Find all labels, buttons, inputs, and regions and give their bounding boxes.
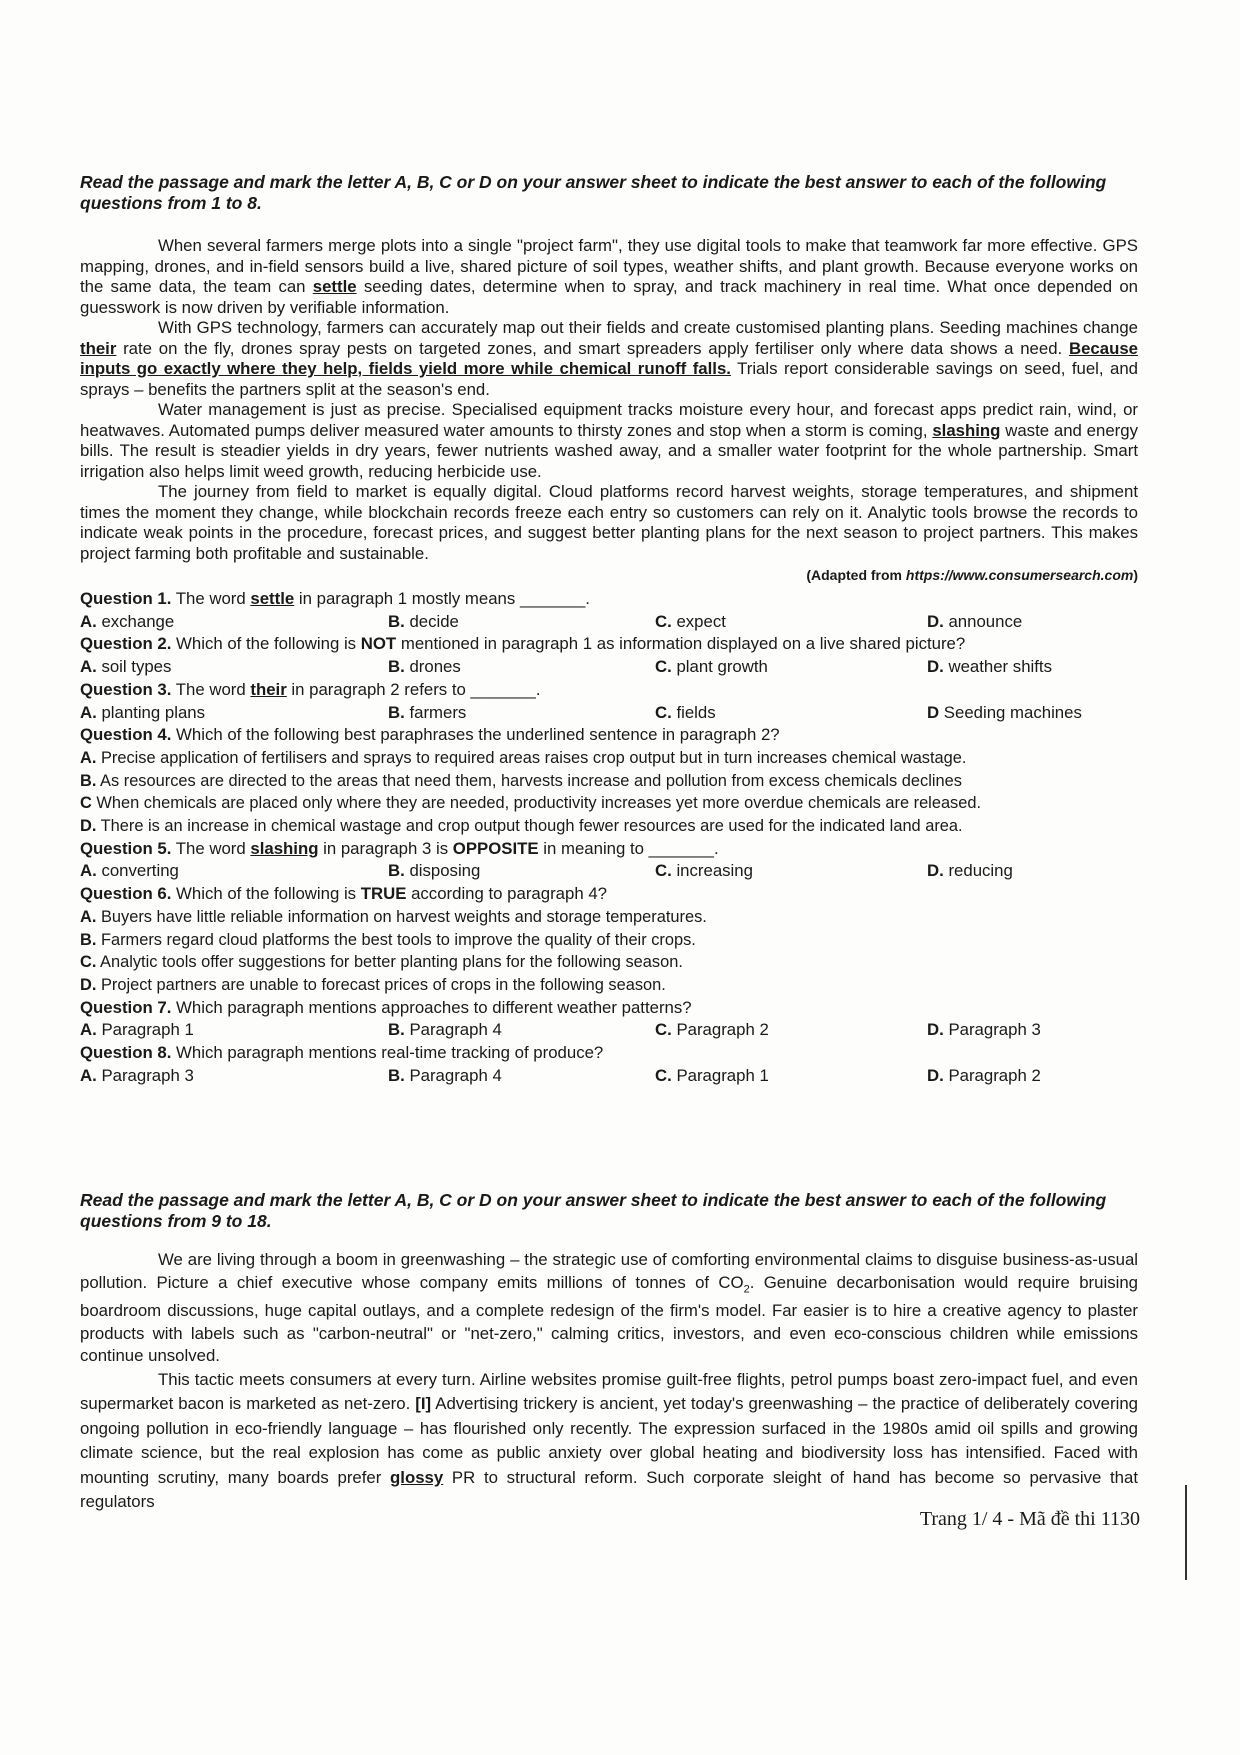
option-a[interactable] bbox=[80, 1065, 388, 1088]
question-8 bbox=[80, 1042, 1138, 1065]
option-text: converting bbox=[96, 861, 179, 881]
option-b[interactable] bbox=[388, 860, 655, 883]
option-text: Analytic tools offer suggestions for better planting plans for the following season. bbox=[96, 953, 683, 972]
option-letter: C. bbox=[80, 953, 97, 972]
option-letter: B. bbox=[388, 861, 405, 881]
option-text: expect bbox=[671, 611, 726, 631]
p2-text-a: With GPS technology, farmers can accurately map out their fields and create customised planting plans. Seeding machines change bbox=[158, 318, 1138, 337]
option-text: plant growth bbox=[671, 657, 768, 677]
option-letter: D. bbox=[927, 1065, 944, 1085]
option-text: farmers bbox=[404, 702, 467, 722]
underlined-sentence: Because inputs go exactly where they help, fields yield more while chemical runoff falls. bbox=[80, 338, 1138, 378]
option-text: Buyers have little reliable information on harvest weights and storage temperatures. bbox=[96, 907, 707, 926]
passage1-paragraph-4: The journey from field to market is equally digital. Cloud platforms record harvest weights, storage temperatures, and shipment times the moment they change, while blockchain records freeze each entry so customers can rely on it. Analytic tools browse the records to indicate weak points in the procedure, forecast prices, and suggest better planting plans for the next season to project partners. This makes project farming both profitable and sustainable. bbox=[80, 482, 1138, 563]
option-c[interactable] bbox=[80, 792, 1138, 815]
passage2-paragraph-1 bbox=[80, 1249, 1138, 1368]
passage2-paragraph-2 bbox=[80, 1368, 1138, 1515]
option-letter: D. bbox=[927, 861, 944, 881]
option-text: Project partners are unable to forecast prices of crops in the following season. bbox=[96, 975, 666, 994]
p1-text-a: When several farmers merge plots into a single "project farm", they use digital tools to make that teamwork far more effective. GPS mapping, drones, and in-field sensors build a live, shared picture of soil types, weather shifts, and plant growth. Because everyone works on the same data, the team can bbox=[80, 236, 1138, 296]
question-label: Question 4. bbox=[80, 725, 172, 745]
section1-instruction: Read the passage and mark the letter A, B, C or D on your answer sheet to indicate the best answer to each of the following questions from 1 to 8. bbox=[80, 172, 1107, 213]
option-text: decide bbox=[404, 611, 459, 631]
question-label: Question 8. bbox=[80, 1043, 172, 1063]
option-text: Paragraph 1 bbox=[96, 1020, 194, 1040]
option-text: Precise application of fertilisers and sprays to required areas raises crop output but in turn increases chemical wastage. bbox=[96, 748, 967, 767]
option-text: reducing bbox=[943, 861, 1013, 881]
p3-text-a: Water management is just as precise. Specialised equipment tracks moisture every hour, and forecast apps predict rain, wind, or heatwaves. Automated pumps deliver measured water amounts to thirsty zones and stop when a storm is coming, bbox=[80, 400, 1138, 440]
question-7-options bbox=[80, 1019, 1138, 1042]
word-settle: settle bbox=[312, 277, 357, 296]
option-text: When chemicals are placed only where they are needed, productivity increases yet more overdue chemicals are released. bbox=[91, 794, 982, 813]
option-letter: A. bbox=[80, 861, 97, 881]
option-c[interactable] bbox=[655, 1065, 927, 1088]
option-b[interactable] bbox=[388, 1019, 655, 1042]
question-keyword-bold: OPPOSITE bbox=[452, 838, 539, 858]
question-stem: The word bbox=[171, 589, 251, 608]
co2-subscript: 2 bbox=[743, 1282, 750, 1295]
p1-text-a: We are living through a boom in greenwashing – the strategic use of comforting environmental claims to disguise business-as-usual pollution. Picture a chief executive whose company emits millions of tonnes of CO bbox=[80, 1250, 1138, 1292]
option-text: There is an increase in chemical wastage and crop output though fewer resources are used for the indicated land area. bbox=[96, 817, 963, 836]
option-c[interactable] bbox=[80, 951, 1138, 974]
option-letter: D. bbox=[80, 975, 97, 994]
option-text: soil types bbox=[96, 657, 172, 677]
question-label: Question 5. bbox=[80, 838, 172, 858]
question-keyword: NOT bbox=[360, 634, 397, 654]
option-b[interactable] bbox=[80, 770, 1138, 793]
source-prefix: (Adapted from bbox=[806, 567, 906, 583]
question-label: Question 7. bbox=[80, 997, 172, 1017]
option-text: fields bbox=[671, 702, 716, 722]
question-5-options bbox=[80, 860, 1138, 883]
option-d[interactable] bbox=[927, 656, 1137, 679]
question-stem: according to paragraph 4? bbox=[406, 884, 608, 904]
word-slashing: slashing bbox=[932, 420, 1001, 440]
option-b[interactable] bbox=[388, 656, 655, 679]
option-text: drones bbox=[404, 657, 461, 677]
question-stem: in paragraph 3 is bbox=[318, 838, 453, 858]
option-letter: B. bbox=[388, 1065, 405, 1085]
option-letter: D. bbox=[927, 1020, 944, 1040]
option-letter: A. bbox=[80, 748, 97, 767]
question-7 bbox=[80, 997, 1138, 1020]
question-keyword: their bbox=[250, 679, 287, 699]
option-d[interactable] bbox=[927, 702, 1137, 725]
option-letter: C. bbox=[655, 861, 672, 881]
question-8-options bbox=[80, 1065, 1138, 1088]
question-label: Question 1. bbox=[80, 589, 172, 608]
question-stem: Which of the following is bbox=[171, 634, 361, 654]
question-stem: mentioned in paragraph 1 as information displayed on a live shared picture? bbox=[396, 634, 966, 654]
option-text: Paragraph 1 bbox=[671, 1065, 769, 1085]
question-2 bbox=[80, 633, 1138, 656]
question-6 bbox=[80, 883, 1138, 906]
option-text: Paragraph 3 bbox=[943, 1020, 1041, 1040]
option-letter: A. bbox=[80, 907, 97, 926]
option-letter: B. bbox=[388, 1020, 405, 1040]
question-1-options bbox=[80, 611, 1138, 634]
option-text: As resources are directed to the areas that need them, harvests increase and pollution from excess chemicals declines bbox=[96, 771, 962, 790]
option-text: Paragraph 2 bbox=[671, 1020, 769, 1040]
section1-instruction-block bbox=[80, 172, 1138, 214]
section2-instruction: Read the passage and mark the letter A, B, C or D on your answer sheet to indicate the best answer to each of the following questions from 9 to 18. bbox=[80, 1190, 1107, 1231]
question-3-options bbox=[80, 702, 1138, 725]
option-letter: A. bbox=[80, 1065, 97, 1085]
question-stem: The word bbox=[171, 679, 251, 699]
option-letter: A. bbox=[80, 1020, 97, 1040]
question-2-options bbox=[80, 656, 1138, 679]
p1-text-b: seeding dates, determine when to spray, and track machinery in real time. What once depended on guesswork is now driven by verifiable information. bbox=[80, 277, 1138, 317]
question-4 bbox=[80, 724, 1138, 747]
source-citation bbox=[80, 566, 1138, 584]
p1-text-b: . Genuine decarbonisation would require bruising boardroom discussions, huge capital outlays, and a complete redesign of the firm's model. Far easier is to hire a creative agency to plaster products with labels such as "carbon-neutral" or "net-zero," calming critics, investors, and even eco-conscious children while emissions continue unsolved. bbox=[80, 1272, 1138, 1366]
page-footer: Trang 1/ 4 - Mã đề thi 1130 bbox=[919, 1508, 1140, 1530]
question-label: Question 2. bbox=[80, 634, 172, 654]
question-stem: Which of the following best paraphrases the underlined sentence in paragraph 2? bbox=[171, 725, 780, 745]
option-letter: B. bbox=[388, 611, 405, 631]
p2-text-c: PR to structural reform. Such corporate sleight of hand has become so pervasive that regulators bbox=[80, 1467, 1138, 1512]
option-b[interactable] bbox=[388, 702, 655, 725]
question-1 bbox=[80, 588, 1138, 611]
option-text: Seeding machines bbox=[939, 702, 1082, 722]
option-letter: D. bbox=[927, 611, 944, 631]
option-letter: A. bbox=[80, 657, 97, 677]
option-d[interactable] bbox=[927, 1065, 1137, 1088]
passage-1 bbox=[80, 236, 1138, 1087]
option-d[interactable] bbox=[80, 974, 1138, 997]
option-text: Paragraph 3 bbox=[96, 1065, 194, 1085]
questions-1-8 bbox=[80, 588, 1138, 1087]
source-url: https://www.consumersearch.com bbox=[905, 567, 1134, 583]
option-letter: A. bbox=[80, 611, 97, 631]
option-c[interactable] bbox=[655, 656, 927, 679]
option-a[interactable] bbox=[80, 906, 1138, 929]
question-stem: Which paragraph mentions real-time tracking of produce? bbox=[171, 1043, 604, 1063]
option-letter: C. bbox=[655, 611, 672, 631]
option-c[interactable] bbox=[655, 860, 927, 883]
insertion-marker: [I] bbox=[415, 1394, 432, 1414]
option-letter: C. bbox=[655, 702, 672, 722]
option-letter: B. bbox=[388, 657, 405, 677]
option-letter: B. bbox=[80, 771, 97, 790]
option-a[interactable] bbox=[80, 611, 388, 634]
option-a[interactable] bbox=[80, 702, 388, 725]
option-text: exchange bbox=[96, 611, 175, 631]
question-stem: in paragraph 1 mostly means _______. bbox=[294, 589, 590, 608]
question-label: Question 6. bbox=[80, 884, 172, 904]
question-keyword: slashing bbox=[250, 838, 319, 858]
question-5 bbox=[80, 838, 1138, 861]
option-d[interactable] bbox=[927, 860, 1137, 883]
p2-text-b: rate on the fly, drones spray pests on targeted zones, and smart spreaders apply fertiliser only where data shows a need. bbox=[116, 338, 1069, 358]
word-their: their bbox=[80, 338, 117, 358]
p3-text-b: waste and energy bills. The result is steadier yields in dry years, fewer nutrients washed away, and a smaller water footprint for the whole partnership. Smart irrigation also helps limit weed growth, reducing herbicide use. bbox=[80, 420, 1138, 481]
question-3 bbox=[80, 679, 1138, 702]
option-b[interactable] bbox=[388, 1065, 655, 1088]
option-b[interactable] bbox=[80, 929, 1138, 952]
option-text: Paragraph 4 bbox=[404, 1020, 502, 1040]
section2-block bbox=[80, 1190, 1138, 1515]
option-text: Farmers regard cloud platforms the best tools to improve the quality of their crops. bbox=[96, 930, 696, 949]
option-letter: D. bbox=[927, 657, 944, 677]
question-stem: in paragraph 2 refers to _______. bbox=[286, 679, 541, 699]
margin-line bbox=[1185, 1485, 1187, 1580]
question-stem: in meaning to _______. bbox=[538, 838, 719, 858]
source-suffix: ) bbox=[1133, 567, 1138, 583]
option-text: planting plans bbox=[96, 702, 206, 722]
option-letter: D. bbox=[80, 817, 97, 836]
option-d[interactable] bbox=[80, 815, 1138, 838]
question-keyword: TRUE bbox=[360, 884, 407, 904]
option-letter: C. bbox=[655, 1020, 672, 1040]
option-text: Paragraph 4 bbox=[404, 1065, 502, 1085]
option-text: disposing bbox=[404, 861, 481, 881]
option-c[interactable] bbox=[655, 702, 927, 725]
question-keyword: settle bbox=[250, 589, 295, 608]
option-b[interactable] bbox=[388, 611, 655, 634]
option-text: weather shifts bbox=[943, 657, 1052, 677]
option-letter: A. bbox=[80, 702, 97, 722]
option-letter: B. bbox=[388, 702, 405, 722]
passage1-paragraph-1 bbox=[80, 236, 1138, 318]
option-c[interactable] bbox=[655, 611, 927, 634]
option-a[interactable] bbox=[80, 747, 1138, 770]
option-letter: C. bbox=[655, 1065, 672, 1085]
question-label: Question 3. bbox=[80, 679, 172, 699]
option-c[interactable] bbox=[655, 1019, 927, 1042]
option-text: Paragraph 2 bbox=[943, 1065, 1041, 1085]
option-letter: B. bbox=[80, 930, 97, 949]
option-a[interactable] bbox=[80, 656, 388, 679]
question-stem: The word bbox=[171, 838, 251, 858]
p2-text-b: Advertising trickery is ancient, yet today's greenwashing – the practice of deliberately covering ongoing pollution in eco-friendly language – has flourished only recently. The expression surfaced in the 1980s amid oil spills and growing climate science, but the real explosion has come as public anxiety over global heating and biodiversity loss has intensified. Faced with mounting scrutiny, many boards prefer bbox=[80, 1394, 1138, 1487]
passage1-paragraph-2 bbox=[80, 318, 1138, 400]
p2-text-a: This tactic meets consumers at every turn. Airline websites promise guilt-free flights, petrol pumps boast zero-impact fuel, and even supermarket bacon is marketed as net-zero. bbox=[80, 1369, 1138, 1414]
option-a[interactable] bbox=[80, 1019, 388, 1042]
option-d[interactable] bbox=[927, 1019, 1137, 1042]
option-text: announce bbox=[943, 611, 1023, 631]
word-glossy: glossy bbox=[390, 1467, 444, 1487]
passage1-paragraph-3 bbox=[80, 400, 1138, 482]
option-letter: D bbox=[927, 702, 940, 722]
option-text: increasing bbox=[671, 861, 753, 881]
p2-text-c: Trials report considerable savings on seed, fuel, and sprays – benefits the partners split at the season's end. bbox=[80, 359, 1138, 399]
question-stem: Which of the following is bbox=[171, 884, 361, 904]
option-letter: C bbox=[80, 794, 92, 813]
option-d[interactable] bbox=[927, 611, 1137, 634]
option-a[interactable] bbox=[80, 860, 388, 883]
option-letter: C. bbox=[655, 657, 672, 677]
question-stem: Which paragraph mentions approaches to different weather patterns? bbox=[171, 997, 692, 1017]
